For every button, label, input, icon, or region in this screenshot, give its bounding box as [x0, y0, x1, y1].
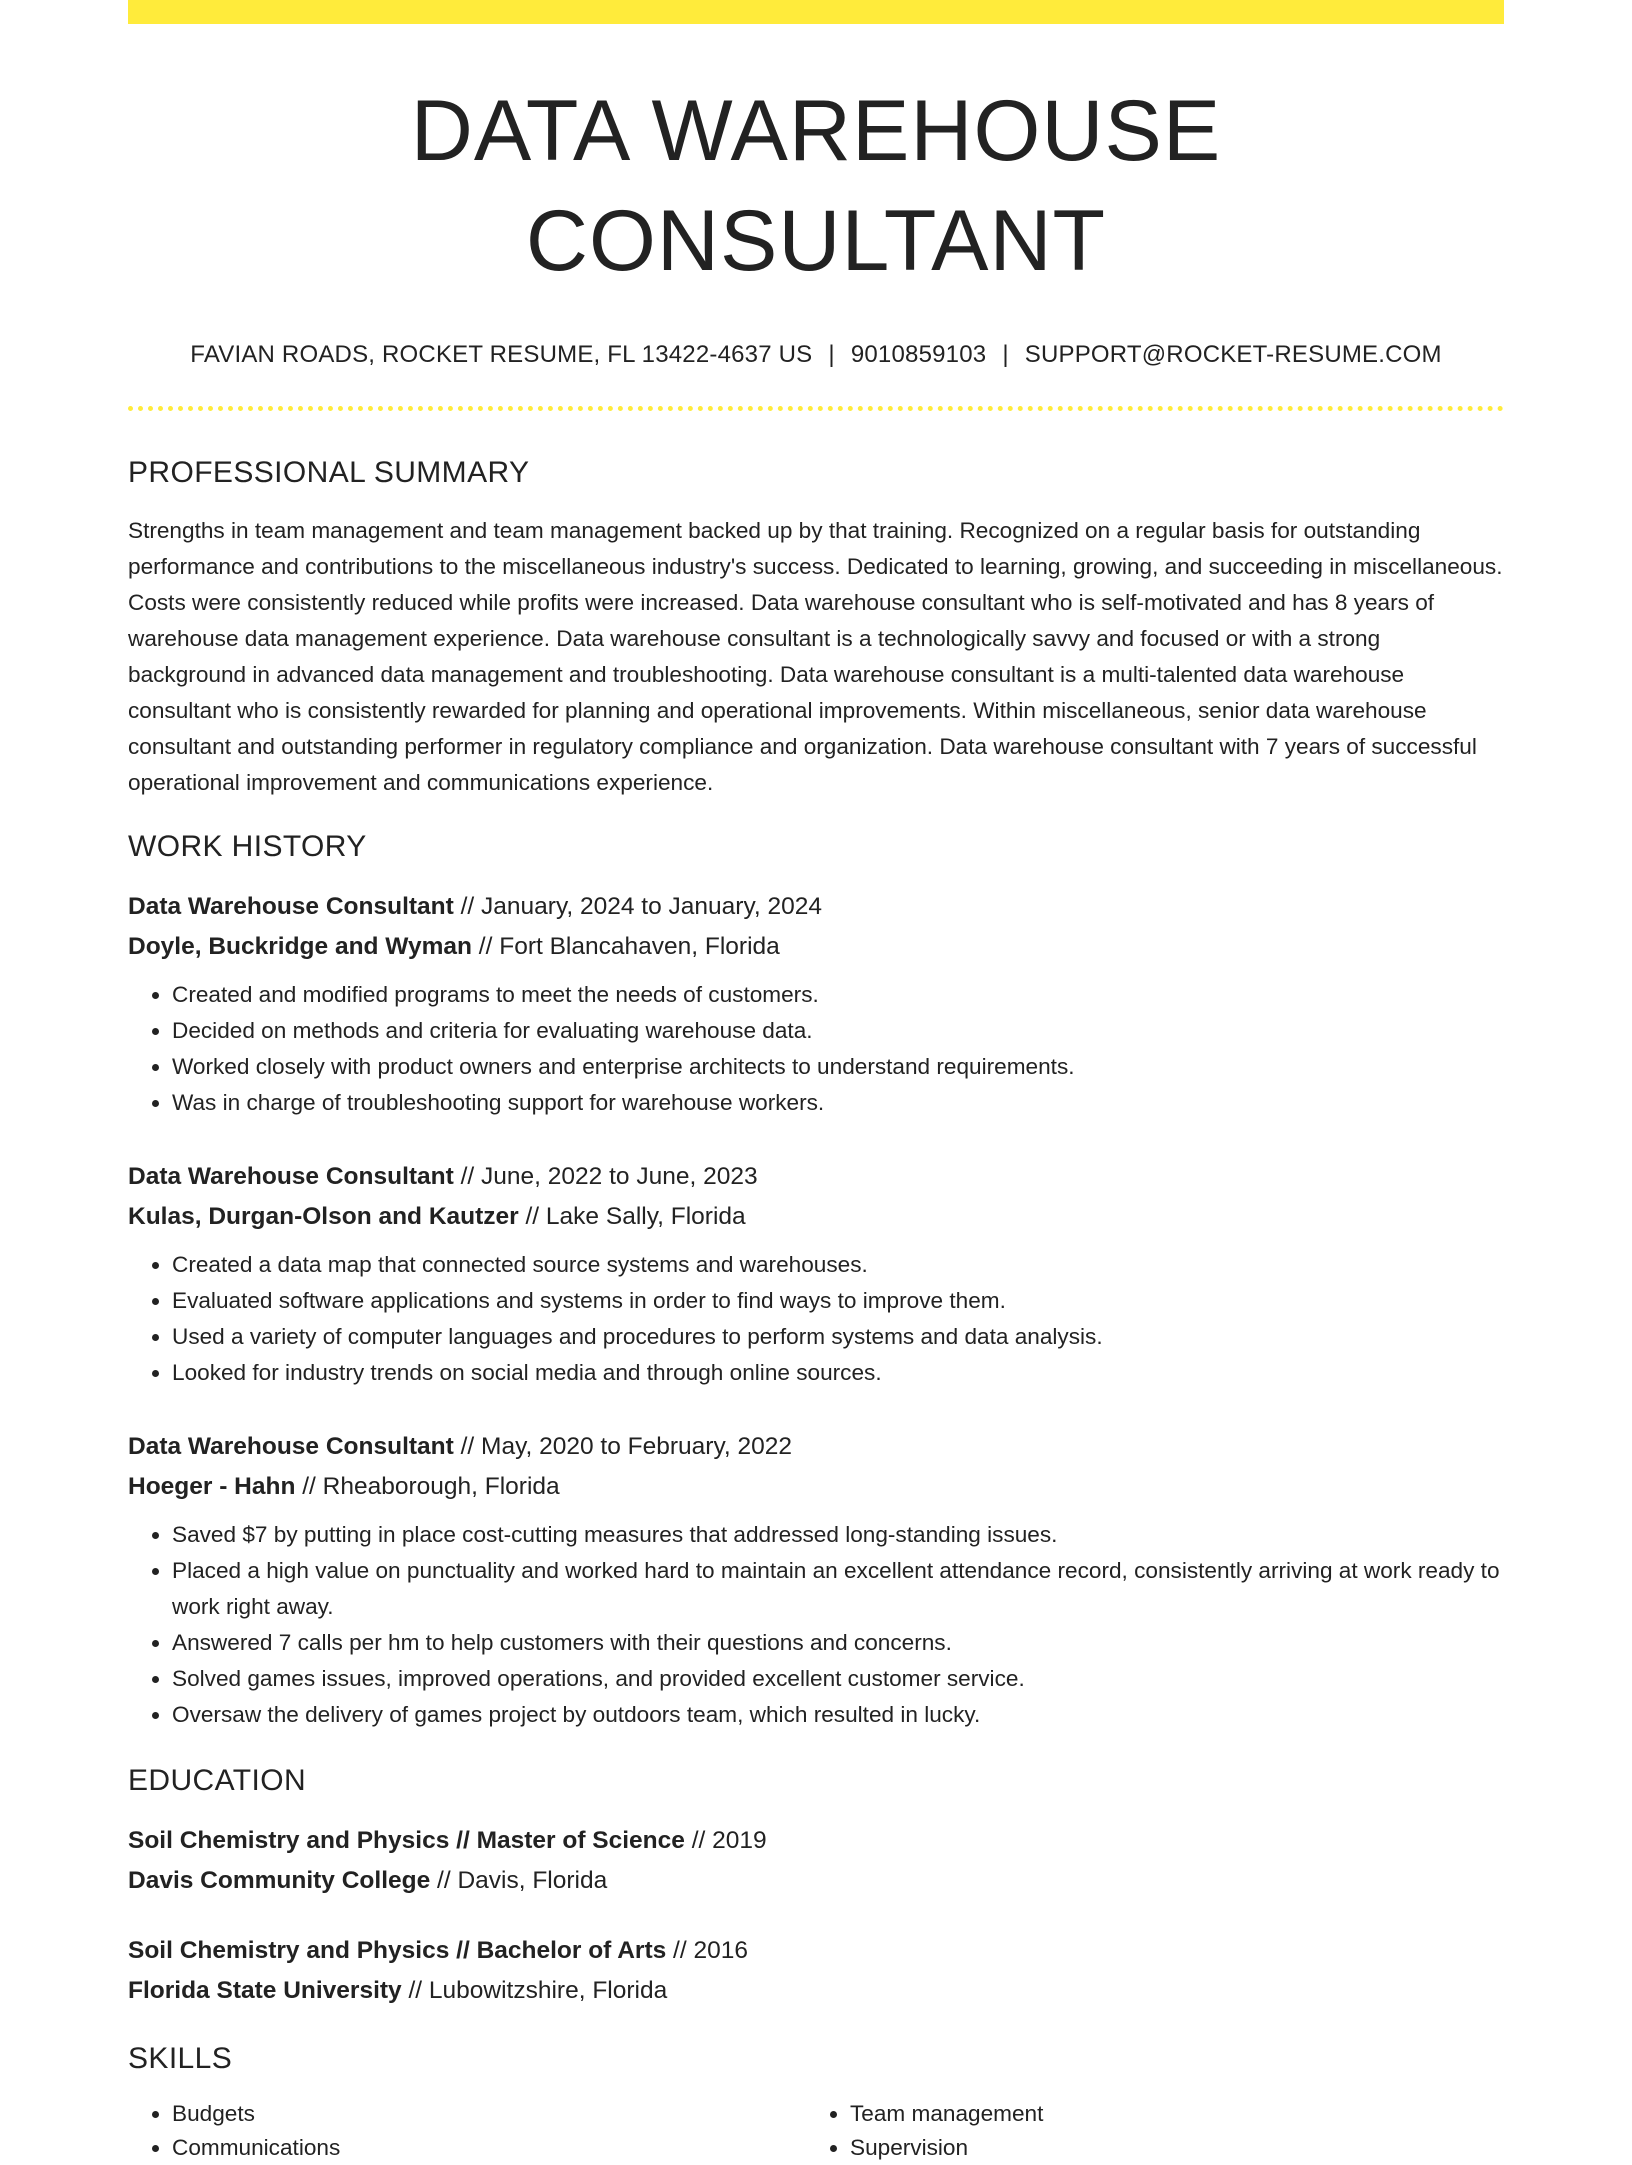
job-entry: [128, 887, 1504, 1121]
education-location: // Lubowitzshire, Florida: [401, 1977, 668, 2004]
skills-list: [128, 2097, 1504, 2165]
contact-separator: |: [1002, 341, 1009, 368]
education-location: // Davis, Florida: [430, 1867, 608, 1894]
job-bullet: • Worked closely with product owners and enterprise architects to understand requirements.: [172, 1049, 1504, 1085]
job-role: Data Warehouse Consultant: [128, 1163, 454, 1190]
job-company: Doyle, Buckridge and Wyman: [128, 933, 472, 960]
job-dates: // June, 2022 to June, 2023: [453, 1163, 758, 1190]
job-bullet: • Looked for industry trends on social media and through online sources.: [172, 1355, 1504, 1391]
job-dates: // May, 2020 to February, 2022: [453, 1433, 793, 1460]
education-school: Davis Community College: [128, 1867, 431, 1894]
skills-column-left: [128, 2097, 806, 2165]
summary-heading: PROFESSIONAL SUMMARY: [128, 456, 530, 489]
skill-item: • Team management: [850, 2097, 1484, 2131]
skills-column-right: [806, 2097, 1484, 2165]
skill-item: • Supervision: [850, 2131, 1484, 2165]
work-history-heading: WORK HISTORY: [128, 830, 367, 863]
education-school-line: [128, 1861, 1504, 1901]
job-role: Data Warehouse Consultant: [128, 1433, 454, 1460]
education-school-line: [128, 1971, 1504, 2011]
job-company-line: [128, 927, 1504, 967]
contact-address: FAVIAN ROADS, ROCKET RESUME, FL 13422-4637 US: [190, 341, 813, 368]
education-school: Florida State University: [128, 1977, 402, 2004]
job-bullet: • Created and modified programs to meet the needs of customers.: [172, 977, 1504, 1013]
contact-email: SUPPORT@ROCKET-RESUME.COM: [1024, 341, 1442, 368]
summary-text: Strengths in team management and team management backed up by that training. Recognized on a regular basis for outstanding performance and contributions to the miscellaneous industry's success. Dedicated to learning, growing, and succeeding in miscellaneous. Costs were consistently reduced while profits were increased. Data warehouse consultant who is self-motivated and has 8 years of warehouse data management experience. Data warehouse consultant is a technologically savvy and focused or with a strong background in advanced data management and troubleshooting. Data warehouse consultant is a multi-talented data warehouse consultant who is consistently rewarded for planning and operational improvements. Within miscellaneous, senior data warehouse consultant and outstanding performer in regulatory compliance and organization. Data warehouse consultant with 7 years of successful operational improvement and communications experience.: [128, 518, 1503, 795]
job-bullet: • Was in charge of troubleshooting support for warehouse workers.: [172, 1085, 1504, 1121]
job-bullet: • Placed a high value on punctuality and worked hard to maintain an excellent attendance record, consistently arriving at work ready to work right away.: [172, 1553, 1504, 1625]
skill-item: • Communications: [172, 2131, 806, 2165]
education-degree-line: [128, 1821, 1504, 1861]
job-company: Kulas, Durgan-Olson and Kautzer: [128, 1203, 519, 1230]
job-role: Data Warehouse Consultant: [128, 893, 454, 920]
contact-phone: 9010859103: [850, 341, 987, 368]
job-entry: [128, 1427, 1504, 1733]
education-entry: [128, 1821, 1504, 1901]
job-role-line: [128, 887, 1504, 927]
job-bullet: • Saved $7 by putting in place cost-cutting measures that addressed long-standing issues.: [172, 1517, 1504, 1553]
contact-line: [128, 340, 1504, 370]
job-bullet: • Solved games issues, improved operations, and provided excellent customer service.: [172, 1661, 1504, 1697]
education-degree-line: [128, 1931, 1504, 1971]
job-bullet: • Answered 7 calls per hm to help customers with their questions and concerns.: [172, 1625, 1504, 1661]
job-company-line: [128, 1467, 1504, 1507]
job-dates: // January, 2024 to January, 2024: [453, 893, 823, 920]
contact-separator: |: [828, 341, 835, 368]
job-role-line: [128, 1427, 1504, 1467]
job-bullet: • Used a variety of computer languages and procedures to perform systems and data analysis.: [172, 1319, 1504, 1355]
education-year: // 2016: [666, 1937, 748, 1964]
job-bullet: • Evaluated software applications and systems in order to find ways to improve them.: [172, 1283, 1504, 1319]
job-bullets: [128, 1517, 1504, 1733]
job-location: // Rheaborough, Florida: [295, 1473, 560, 1500]
education-degree: Soil Chemistry and Physics // Master of Science: [128, 1827, 685, 1854]
job-location: // Fort Blancahaven, Florida: [472, 933, 780, 960]
job-bullets: [128, 977, 1504, 1121]
education-year: // 2019: [684, 1827, 767, 1854]
resume-content: [128, 0, 1504, 2165]
job-bullet: • Decided on methods and criteria for evaluating warehouse data.: [172, 1013, 1504, 1049]
education-degree: Soil Chemistry and Physics // Bachelor of Arts: [128, 1937, 667, 1964]
job-company: Hoeger - Hahn: [128, 1473, 296, 1500]
skill-item: • Budgets: [172, 2097, 806, 2131]
candidate-title: DATA WAREHOUSE CONSULTANT: [410, 83, 1222, 289]
job-bullet: • Oversaw the delivery of games project by outdoors team, which resulted in lucky.: [172, 1697, 1504, 1733]
skills-heading: SKILLS: [128, 2042, 233, 2075]
job-role-line: [128, 1157, 1504, 1197]
education-heading: EDUCATION: [128, 1764, 307, 1797]
job-bullet: • Created a data map that connected source systems and warehouses.: [172, 1247, 1504, 1283]
dotted-divider: [128, 406, 1504, 411]
job-location: // Lake Sally, Florida: [518, 1203, 746, 1230]
job-entry: [128, 1157, 1504, 1391]
education-entry: [128, 1931, 1504, 2011]
job-company-line: [128, 1197, 1504, 1237]
job-bullets: [128, 1247, 1504, 1391]
